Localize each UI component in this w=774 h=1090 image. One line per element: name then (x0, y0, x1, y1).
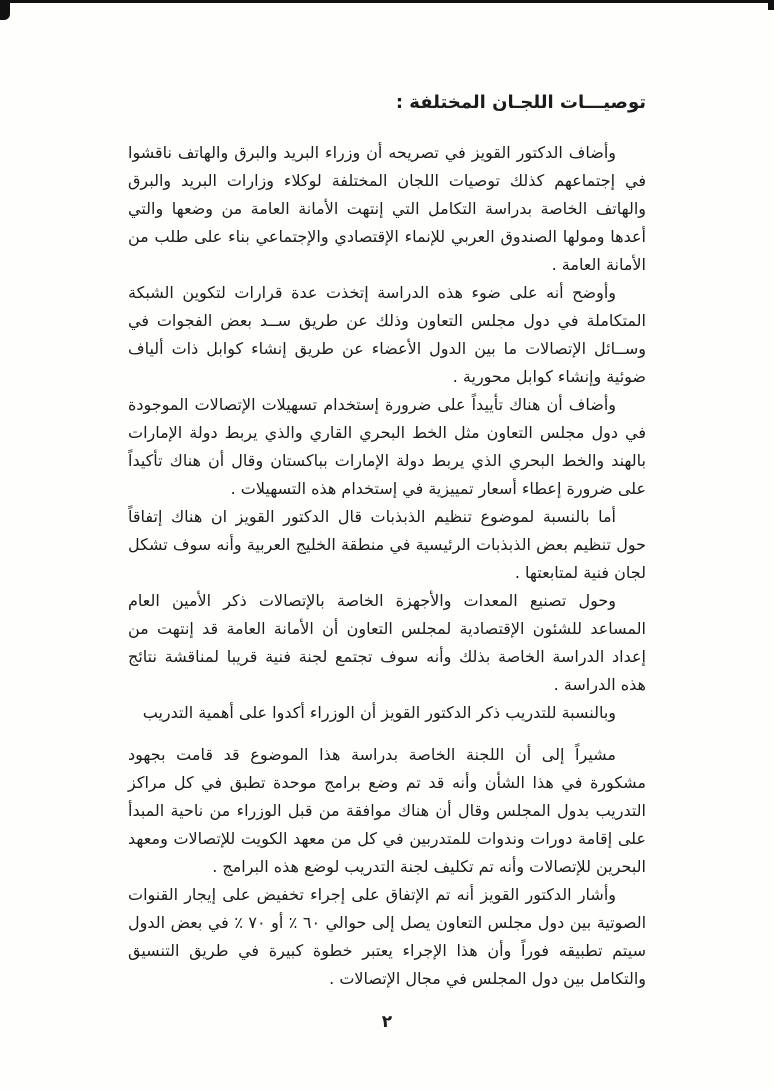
paragraph-5: وحول تصنيع المعدات والأجهزة الخاصة بالإتصالات ذكر الأمين العام المساعد للشئون الإقتصادية لمجلس التعاون أن الأمانة العامة قد إنتهت من إعداد الدراسة الخاصة بذلك وأنه سوف تجتمع لجنة فنية قريبا لمناقشة نتائج هذه الدراسة . (128, 591, 646, 694)
paragraph-3: وأضاف أن هناك تأييداً على ضرورة إستخدام تسهيلات الإتصالات الموجودة في دول مجلس التعاون مثل الخط البحري القاري والذي يربط دولة الإمارات بالهند والخط البحري الذي يربط دولة الإمارات بباكستان وقال أن هناك تأكيداً على ضرورة إعطاء أسعار تمييزية في إستخدام هذه التسهيلات . (128, 395, 646, 498)
paragraph-8: وأشار الدكتور القويز أنه تم الإتفاق على إجراء تخفيض على إيجار القنوات الصوتية بين دول مجلس التعاون يصل إلى حوالي ٦٠ ٪ أو ٧٠ ٪ في بعض الدول سيتم تطبيقه فوراً وأن هذا الإجراء يعتبر خطوة كبيرة في طريق التنسيق والتكامل بين دول المجلس في مجال الإتصالات . (128, 885, 647, 988)
paragraph-1: وأضاف الدكتور القويز في تصريحه أن وزراء البريد والبرق والهاتف ناقشوا في إجتماعهم كذلك توصيات اللجان المختلفة لوكلاء وزارات البريد والبرق والهاتف الخاصة بدراسة التكامل التي إنتهت الأمانة العامة من وضعها والتي أعدها ومولها الصندوق العربي للإنماء الإقتصادي والإجتماعي بناء على طلب من الأمانة العامة . (128, 143, 646, 274)
body-text (128, 139, 646, 993)
scan-corner-right-mark (768, 0, 774, 10)
paragraph-4: أما بالنسبة لموضوع تنظيم الذبذبات قال الدكتور القويز ان هناك إتفاقاً حول تنظيم بعض الذبذبات الرئيسية في منطقة الخليج العربية وأنه سوف تشكل لجان فنية لمتابعتها . (128, 507, 646, 582)
text-block (128, 92, 646, 993)
page-number: ٢ (381, 1012, 393, 1032)
scan-edge-top (0, 0, 774, 3)
scan-corner-left-mark (0, 0, 10, 20)
section-heading: توصيـــات اللجـان المختلفة : (395, 92, 646, 113)
paragraph-6: وبالنسبة للتدريب ذكر الدكتور القويز أن الوزراء أكدوا على أهمية التدريب (142, 703, 616, 722)
paragraph-7: مشيراً إلى أن اللجنة الخاصة بدراسة هذا الموضوع قد قامت بجهود مشكورة في هذا الشأن وأنه قد تم وضع برامج موحدة تطبق في كل مراكز التدريب بدول المجلس وقال أن هناك موافقة من قبل الوزراء من ناحية المبدأ على إقامة دورات وندوات للمتدربين في كل من معهد الكويت للإتصالات ومعهد البحرين للإتصالات وأنه تم تكليف لجنة التدريب لوضع هذه البرامج . (128, 745, 646, 876)
paragraph-2: وأوضح أنه على ضوء هذه الدراسة إتخذت عدة قرارات لتكوين الشبكة المتكاملة في دول مجلس التعاون وذلك عن طريق ســد بعض الفجوات في وســائل الإتصالات ما بين الدول الأعضاء عن طريق إنشاء كوابل ذات ألياف ضوئية وإنشاء كوابل محورية . (128, 283, 646, 386)
